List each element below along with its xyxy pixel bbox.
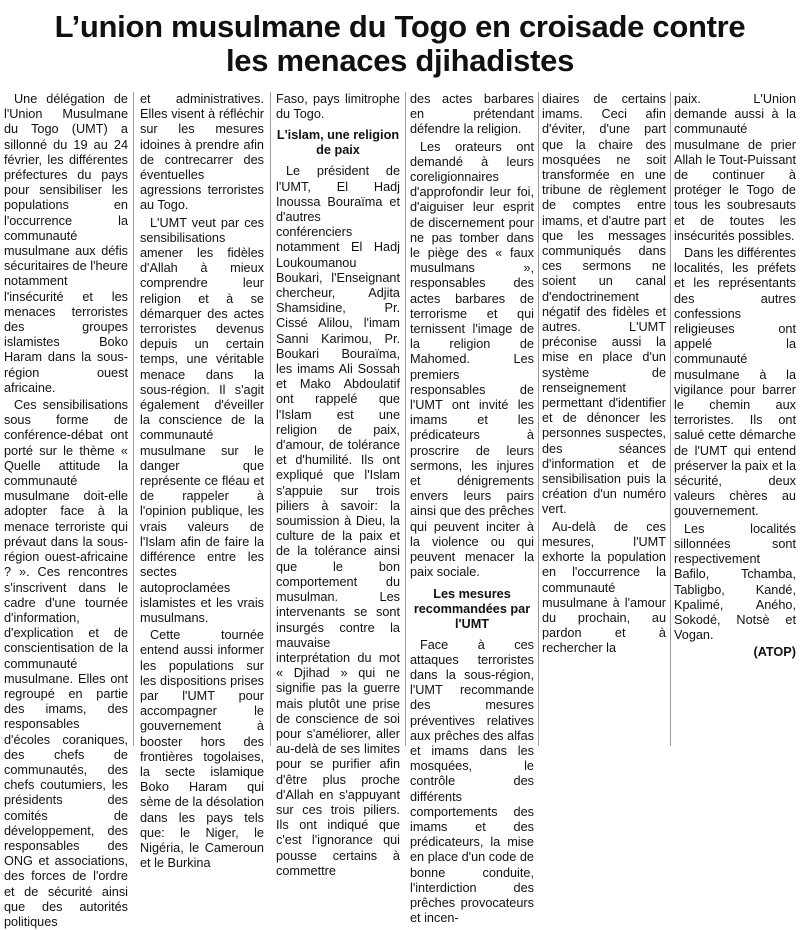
paragraph: Le président de l'UMT, El Hadj Inoussa Bouraïma et d'autres conférenciers notamment El Hadj Loukoumanou Boukari, l'Enseignant chercheur, Adjita Shamsidine, Pr. Cissé Alilou, l'imam Sanni Karimou, Pr. Boukari Bouraïma, les imams Ali Sossah et Mako Abdoulatif ont rappelé que l'Islam est une religion de paix, d'amour, de tolérance et d'humilité. Ils ont expliqué que l'Islam s'appuie sur trois piliers à savoir: la soumission à Dieu, la culture de la paix et de la tolérance ainsi que le bon comportement du musulman. Les intervenants se sont insurgés contre la mauvaise interprétation du mot « Djihad » qui ne signifie pas la guerre mais plutôt une prise de conscience de soi pour s'améliorer, aller au-delà de ses limites pour se purifier afin d'être plus proche d'Allah en s'appuyant sur ces trois piliers. Ils ont indiqué que c'est l'ignorance qui pousse certains à commettre bbox=[276, 164, 400, 878]
paragraph-continuation: Faso, pays limitrophe du Togo. bbox=[276, 92, 400, 122]
article-column-1 bbox=[4, 92, 128, 929]
paragraph: Les orateurs ont demandé à leurs coreligionnaires d'approfondir leur foi, d'aiguiser leur esprit de discernement pour ne pas tomber dans le piège des « faux musulmans », responsables des actes barbares de terrorisme et qui ternissent l'image de la religion de Mahomed. Les premiers responsables de l'UMT ont invité les imams et les prédicateurs à proscrire de leurs sermons, les injures et dénigrements envers leurs pairs ainsi que des prêches qui peuvent inciter à la violence ou qui peuvent menacer la paix sociale. bbox=[410, 139, 534, 580]
paragraph-continuation: et administratives. Elles visent à réfléchir sur les mesures idoines à prendre afin de contrecarrer des éventuelles agressions terroristes au Togo. bbox=[140, 92, 264, 213]
section-subheading: Les mesures recommandées par l'UMT bbox=[413, 586, 531, 631]
paragraph: Cette tournée entend aussi informer les populations sur les dispositions prises par l'UMT pour accompagner le gouvernement à booster hors des frontières togolaises, la secte islamique Boko Haram qui sème de la désolation dans les pays tels que: le Niger, le Nigéria, le Cameroun et le Burkina bbox=[140, 628, 264, 871]
article-column-2 bbox=[140, 92, 264, 871]
column-divider bbox=[670, 92, 671, 746]
column-divider bbox=[133, 92, 134, 746]
paragraph: Les localités sillonnées sont respectivement Bafilo, Tchamba, Tabligbo, Kandé, Kpalimé, Aného, Sokodé, Notsè et Vogan. bbox=[674, 521, 796, 643]
paragraph-continuation: diaires de certains imams. Ceci afin d'éviter, d'une part que la chaire des mosquées ne soit transformée en une tribune de règlement de comptes entre imams, et d'autre part que les messages communiqués dans ces sermons ne soient un canal d'endoctrinement négatif des fidèles et autres. L'UMT préconise aussi la mise en place d'un système de renseignement permettant d'identifier et de dénoncer les personnes suspectes, des séances d'information et de sensibilisation puis la création d'un numéro vert. bbox=[542, 92, 666, 517]
paragraph-continuation: des actes barbares en prétendant défendre la religion. bbox=[410, 92, 534, 137]
article-headline bbox=[0, 10, 800, 78]
section-subheading: L'islam, une religion de paix bbox=[276, 128, 400, 158]
paragraph: Au-delà de ces mesures, l'UMT exhorte la population en l'occurrence la communauté musulmane à l'amour du prochain, au pardon et à rechercher la bbox=[542, 519, 666, 656]
paragraph: Dans les différentes localités, les préfets et les représentants des autres confessions religieuses ont appelé la communauté musulmane à la vigilance pour barrer le chemin aux terroristes. Ils ont salué cette démarche de l'UMT qui entend préserver la paix et la sécurité, deux valeurs chères au gouvernement. bbox=[674, 246, 796, 519]
article-column-5 bbox=[542, 92, 666, 746]
article-column-4 bbox=[410, 92, 534, 926]
paragraph: Face à ces attaques terroristes dans la sous-région, l'UMT recommande des mesures préventives relatives aux prêches des alfas et imams dans les mosquées, le contrôle des différents comportements des imams et des prédicateurs, la mise en place d'un code de bonne conduite, l'interdiction des prêches provocateurs et incen- bbox=[410, 637, 534, 926]
paragraph: Une délégation de l'Union Musulmane du Togo (UMT) a sillonné du 19 au 24 février, les différentes préfectures du pays pour sensibiliser les populations en l'occurrence la communauté musulmane aux défis sécuritaires de l'heure notamment l'insécurité et les menaces terroristes des groupes islamistes Boko Haram dans la sous-région ouest africaine. bbox=[4, 92, 128, 395]
headline-line-1: L’union musulmane du Togo en croisade contre bbox=[54, 9, 746, 44]
column-divider bbox=[405, 92, 406, 746]
article-column-6 bbox=[674, 92, 796, 746]
paragraph: Ces sensibilisations sous forme de conférence-débat ont porté sur le thème « Quelle attitude la communauté musulmane doit-elle adopter face à la menace terroriste qui prévaut dans la sous-région ouest-africaine ? ». Ces rencontres s'inscrivent dans le cadre d'une tournée d'information, d'explication et de conscientisation de la communauté musulmane. Elles ont regroupé en partie des imams, des responsables d'écoles coraniques, des chefs de communautés, des chefs coutumiers, les présidents des comités de développement, des responsables des ONG et associations, des forces de l'ordre et de sécurité ainsi que des autorités politiques bbox=[4, 398, 128, 929]
column-divider bbox=[270, 92, 271, 746]
column-divider bbox=[538, 92, 539, 746]
headline-line-2: les menaces djihadistes bbox=[225, 43, 575, 78]
article-column-3 bbox=[276, 92, 400, 878]
paragraph-continuation: paix. L'Union demande aussi à la communauté musulmane de prier Allah le Tout-Puissant de continuer à protéger le Togo de tous les soubresauts et de toutes les insécurités possibles. bbox=[674, 92, 796, 243]
paragraph: L'UMT veut par ces sensibilisations amener les fidèles d'Allah à mieux comprendre leur religion et à se démarquer des actes terroristes devenus depuis un certain temps, une véritable menace dans la sous-région. Il s'agit également d'éveiller la conscience de la communauté musulmane sur le danger que représente ce fléau et de rappeler à l'opinion publique, les vrais valeurs de l'Islam afin de faire la différence entre les sectes autoproclamées islamistes et les vrais musulmans. bbox=[140, 215, 264, 625]
byline-source: (ATOP) bbox=[753, 645, 796, 660]
